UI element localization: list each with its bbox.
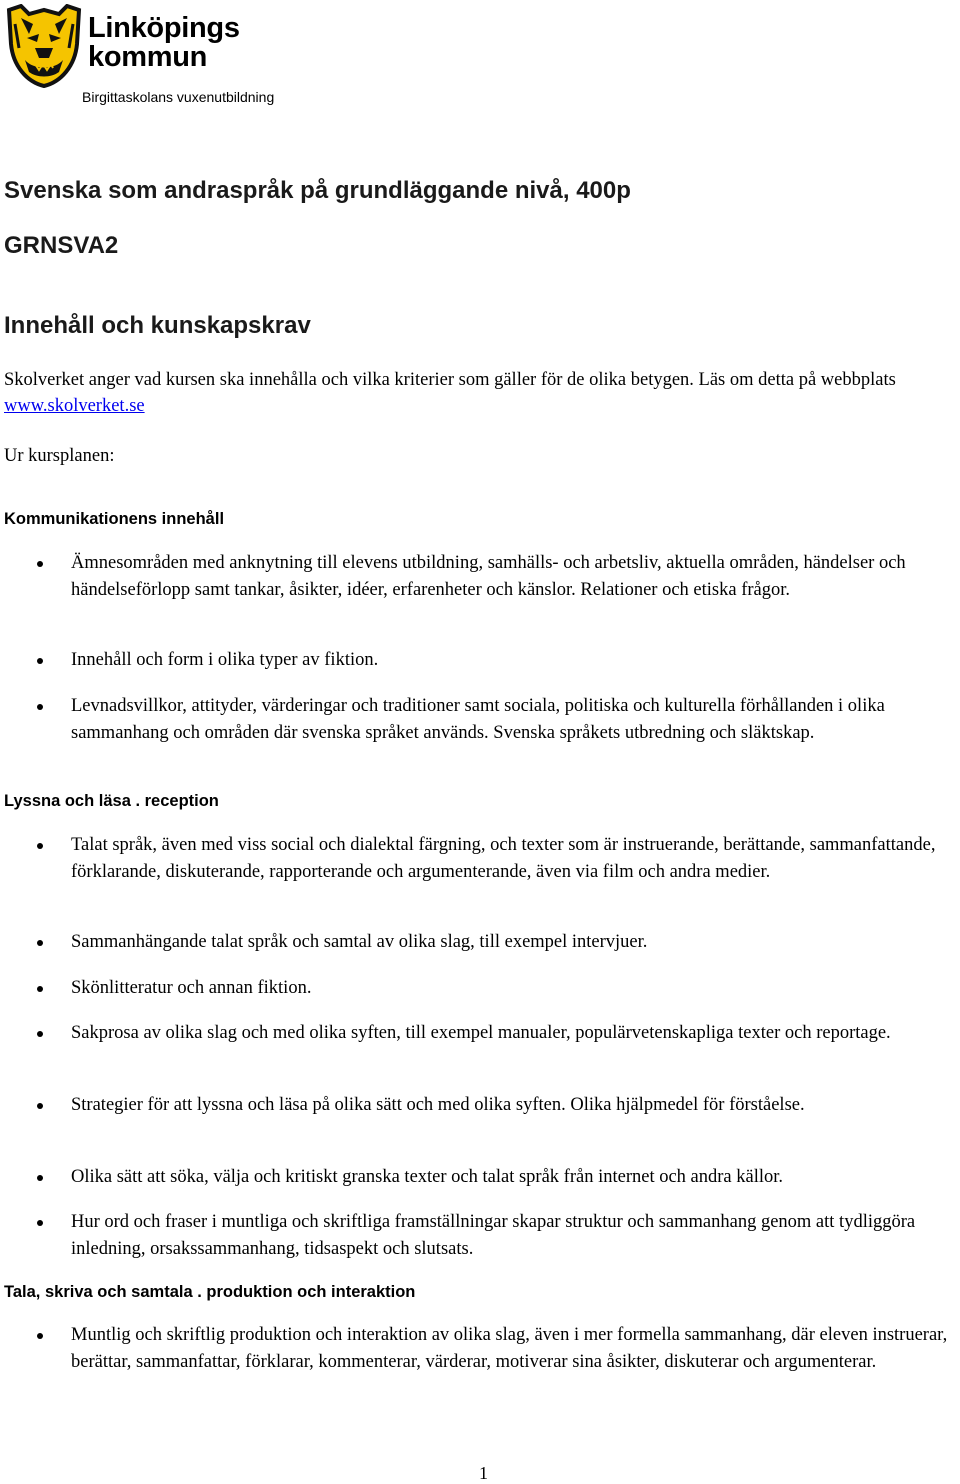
org-name-line2: kommun: [88, 41, 208, 73]
org-name: [88, 14, 240, 72]
course-title: Svenska som andraspråk på grundläggande nivå, 400p: [4, 177, 631, 204]
bullet-icon: [37, 940, 43, 946]
lion-crest-icon: [5, 4, 83, 88]
list-item: Talat språk, även med viss social och dialektal färgning, och texter som är instruerande, berättande, sammanfattande, förklarande, diskuterande, rapporterande och argumenterande, även via film och andra medier.: [0, 832, 956, 885]
subheading-kommunikation: Kommunikationens innehåll: [4, 510, 225, 528]
intro-paragraph: [4, 367, 954, 419]
bullet-icon: [37, 561, 43, 567]
org-name-line1: Linköpings: [88, 12, 240, 44]
bullet-icon: [37, 658, 43, 664]
school-name: Birgittaskolans vuxenutbildning: [82, 89, 275, 105]
list-item: Hur ord och fraser i muntliga och skriftliga framställningar skapar struktur och sammanhang genom att tydliggöra inledning, orsakssammanhang, tidsaspekt och slutsats.: [0, 1209, 956, 1262]
list-item: Levnadsvillkor, attityder, värderingar och traditioner samt sociala, politiska och kulturella förhållanden i olika sammanhang och områden där svenska språket används. Svenska språkets utbredning och släktskap.: [0, 693, 956, 746]
list-item: Muntlig och skriftlig produktion och interaktion av olika slag, även i mer formella sammanhang, där eleven instruerar, berättar, sammanfattar, förklarar, kommenterar, värderar, motiverar sina åsikter, diskuterar och argumenterar.: [0, 1322, 956, 1375]
bullet-icon: [37, 986, 43, 992]
bullet-icon: [37, 704, 43, 710]
bullet-icon: [37, 1103, 43, 1109]
intro-text: Skolverket anger vad kursen ska innehålla och vilka kriterier som gäller för de olika betygen. Läs om detta på webbplats: [4, 370, 896, 390]
list-item: Ämnesområden med anknytning till elevens utbildning, samhälls- och arbetsliv, aktuella områden, händelser och händelseförlopp samt tankar, åsikter, idéer, erfarenheter och känslor. Relationer och etiska frågor.: [0, 550, 956, 603]
list-item: Sakprosa av olika slag och med olika syften, till exempel manualer, populärvetenskapliga texter och reportage.: [0, 1020, 956, 1047]
list-item: Skönlitteratur och annan fiktion.: [0, 975, 956, 1002]
bullet-icon: [37, 1333, 43, 1339]
subheading-lyssna: Lyssna och läsa . reception: [4, 792, 219, 810]
bullet-icon: [37, 1031, 43, 1037]
list-item: Innehåll och form i olika typer av fiktion.: [0, 647, 956, 674]
bullet-icon: [37, 1175, 43, 1181]
bullet-icon: [37, 1220, 43, 1226]
kursplan-label: Ur kursplanen:: [4, 446, 115, 466]
list-item: Sammanhängande talat språk och samtal av olika slag, till exempel intervjuer.: [0, 929, 956, 956]
list-item: Strategier för att lyssna och läsa på olika sätt och med olika syften. Olika hjälpmedel för förståelse.: [0, 1092, 956, 1119]
list-item: Olika sätt att söka, välja och kritiskt granska texter och talat språk från internet och andra källor.: [0, 1164, 956, 1191]
course-code: GRNSVA2: [4, 232, 119, 259]
section-title: Innehåll och kunskapskrav: [4, 312, 311, 339]
subheading-tala: Tala, skriva och samtala . produktion och interaktion: [4, 1283, 416, 1301]
skolverket-link[interactable]: www.skolverket.se: [4, 396, 145, 416]
bullet-icon: [37, 843, 43, 849]
page-number: 1: [479, 1463, 488, 1483]
